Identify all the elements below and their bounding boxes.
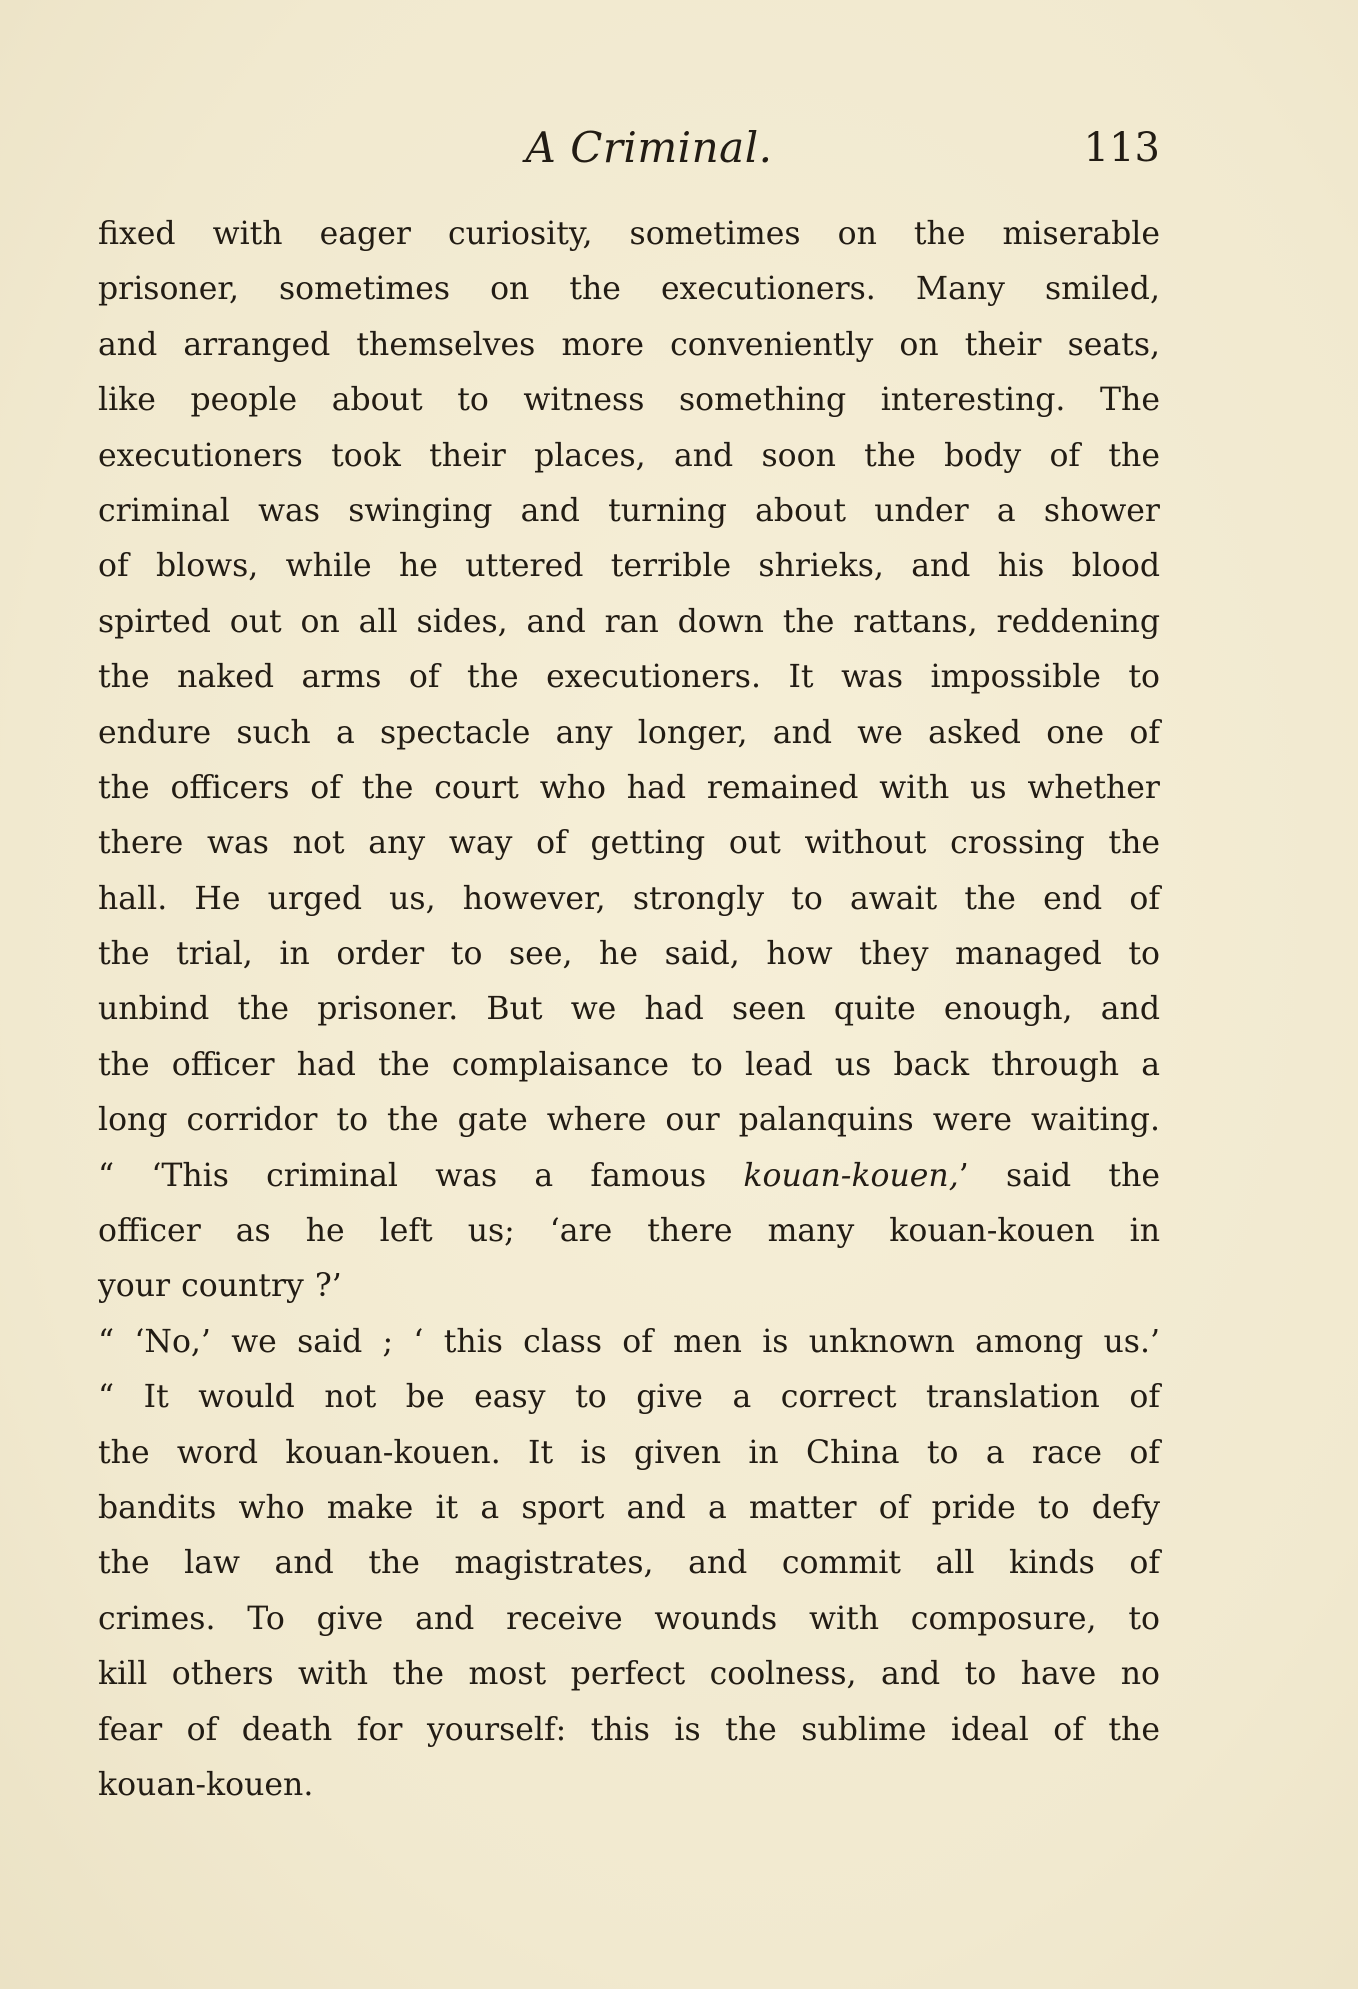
quote-term-italic: kouan-kouen, xyxy=(743,1157,959,1194)
quote-text-after: ’ said the xyxy=(958,1157,1161,1194)
text-line: criminal was swinging and turning about under a shower xyxy=(98,492,1160,529)
text-line: crimes. To give and receive wounds with composure, to xyxy=(98,1600,1160,1637)
text-line: the law and the magistrates, and commit all kinds of xyxy=(98,1545,1160,1582)
text-line: kill others with the most perfect coolness, and to have no xyxy=(98,1656,1160,1693)
text-line: long corridor to the gate where our palanquins were waiting. xyxy=(98,1102,1160,1139)
text-line: the word kouan-kouen. It is given in China to a race of xyxy=(98,1434,1160,1471)
text-line: kouan-kouen. xyxy=(98,1766,314,1803)
body-text xyxy=(98,207,1160,1813)
text-line: your country ?’ xyxy=(98,1268,342,1305)
text-line: “ It would not be easy to give a correct translation of xyxy=(98,1379,1160,1416)
page-number: 113 xyxy=(1083,125,1160,171)
text-line: fixed with eager curiosity, sometimes on the miserable xyxy=(98,216,1160,252)
text-line: “ ‘No,’ we said ; ‘ this class of men is unknown among us.’ xyxy=(98,1323,1160,1360)
text-line: the officers of the court who had remained with us whether xyxy=(98,769,1160,806)
text-line: hall. He urged us, however, strongly to await the end of xyxy=(98,880,1160,917)
text-line: of blows, while he uttered terrible shrieks, and his blood xyxy=(98,548,1160,585)
running-head xyxy=(98,118,1160,178)
text-line: and arranged themselves more conveniently on their seats, xyxy=(98,326,1160,363)
text-line: prisoner, sometimes on the executioners. Many smiled, xyxy=(98,271,1160,308)
text-line: the trial, in order to see, he said, how they managed to xyxy=(98,936,1160,973)
text-line: like people about to witness something interesting. The xyxy=(98,382,1160,419)
text-line: spirted out on all sides, and ran down the rattans, reddening xyxy=(98,603,1160,640)
text-line: bandits who make it a sport and a matter of pride to defy xyxy=(98,1489,1160,1526)
text-line: unbind the prisoner. But we had seen quite enough, and xyxy=(98,991,1160,1028)
running-title: A Criminal. xyxy=(525,123,773,172)
text-line: the officer had the complaisance to lead us back through a xyxy=(98,1046,1160,1083)
text-line: officer as he left us; ‘are there many kouan-kouen in xyxy=(98,1213,1160,1250)
quote-text-before: “ ‘This criminal was a famous xyxy=(98,1157,744,1194)
text-line: executioners took their places, and soon the body of the xyxy=(98,437,1160,474)
text-line-quote xyxy=(98,1149,1160,1204)
text-line: there was not any way of getting out without crossing the xyxy=(98,825,1160,862)
text-line: endure such a spectacle any longer, and we asked one of xyxy=(98,714,1160,751)
text-line: fear of death for yourself: this is the sublime ideal of the xyxy=(98,1711,1160,1748)
text-line: the naked arms of the executioners. It was impossible to xyxy=(98,659,1160,696)
